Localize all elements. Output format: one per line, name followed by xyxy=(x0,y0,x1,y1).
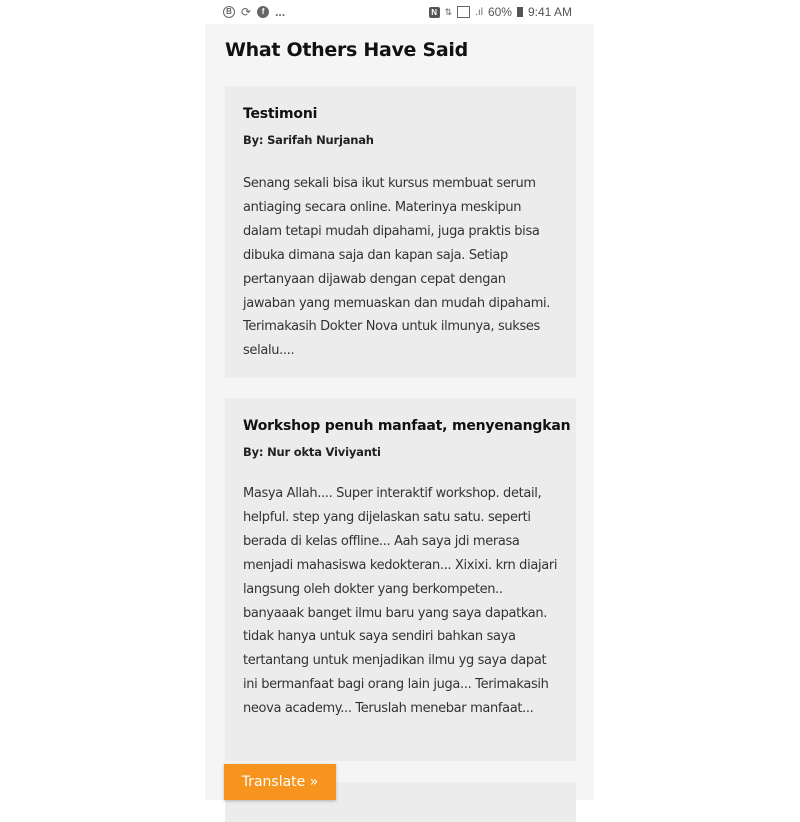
testimonial-body: Masya Allah.... Super interaktif workshop. detail, helpful. step yang dijelaskan satu satu. seperti berada di kelas offline... Aah saya jdi merasa menjadi mahasiswa kedokteran... Xixixi. krn diajari langsung oleh dokter yang berkompeten.. banyaaak banget ilmu baru yang saya dapatkan. tidak hanya untuk saya sendiri bahkan saya tertantang untuk menjadikan ilmu yg saya dapat ini bermanfaat bagi orang lain juga... Terimakasih neova academy... Teruslah menebar manfaat... xyxy=(243,486,558,717)
testimonial-card xyxy=(225,86,576,378)
testimonial-title: Testimoni xyxy=(243,106,318,122)
battery-icon xyxy=(517,7,523,17)
translate-button[interactable]: Translate » xyxy=(224,764,336,800)
page-content xyxy=(205,24,594,800)
more-icon: ... xyxy=(275,5,286,19)
status-right xyxy=(429,5,572,19)
data-icon: ⇅ xyxy=(444,6,453,17)
clock: 9:41 AM xyxy=(527,5,572,19)
testimonial-author: By: Nur okta Viviyanti xyxy=(243,445,381,459)
b-icon: B xyxy=(223,6,235,18)
testimonial-title: Workshop penuh manfaat, menyenangkan xyxy=(243,418,571,434)
testimonial-author: By: Sarifah Nurjanah xyxy=(243,133,374,147)
n-badge: N xyxy=(429,7,440,18)
testimonial-body: Senang sekali bisa ikut kursus membuat serum antiaging secara online. Materinya meskipun dalam tetapi mudah dipahami, juga praktis bisa dibuka dimana saja dan kapan saja. Setiap pertanyaan dijawab dengan cepat dengan jawaban yang memuaskan dan mudah dipahami. Terimakasih Dokter Nova untuk ilmunya, sukses selalu.... xyxy=(243,176,551,359)
signal-icon: .ıl xyxy=(475,6,483,18)
testimonial-card xyxy=(225,398,576,761)
sync-icon: ⟳ xyxy=(241,5,252,19)
battery-level: 60% xyxy=(487,5,512,19)
status-left-icons xyxy=(223,5,285,19)
facebook-icon: f xyxy=(257,6,269,18)
status-bar xyxy=(205,0,594,24)
section-title: What Others Have Said xyxy=(225,39,468,61)
wifi-icon xyxy=(457,6,470,18)
